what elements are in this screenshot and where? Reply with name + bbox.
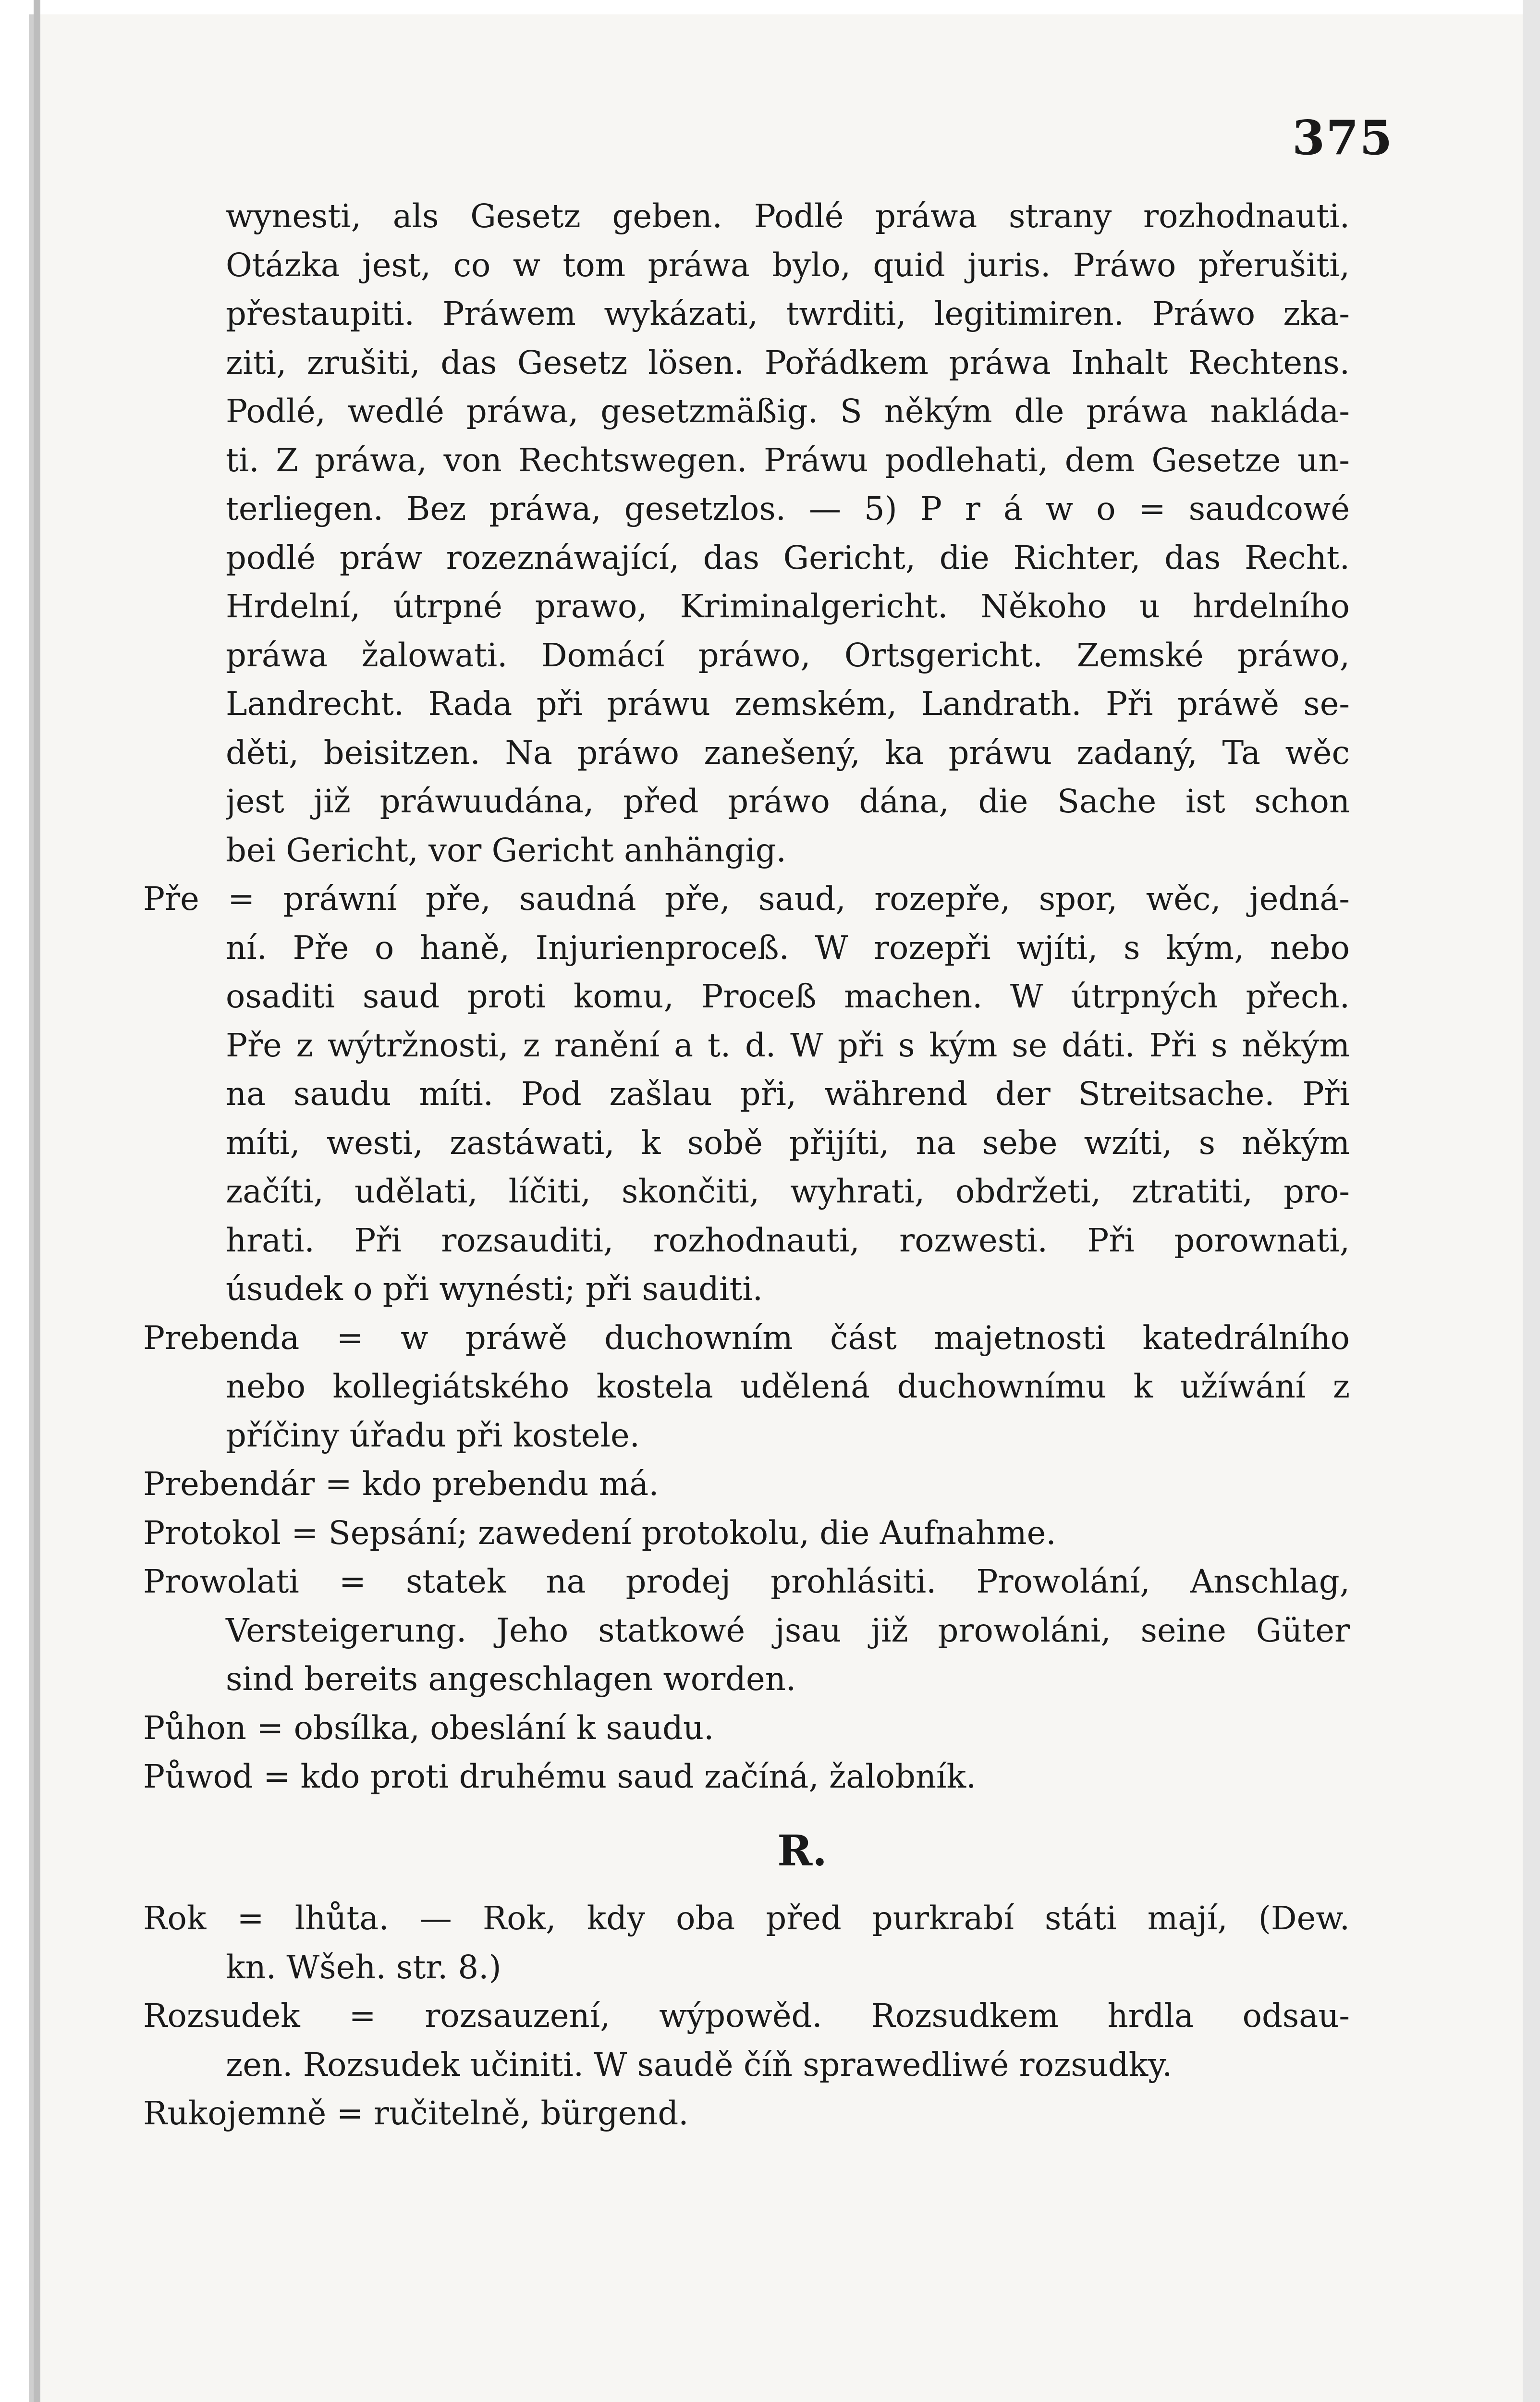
entry-rok: [143, 1894, 1350, 1992]
text-line: začíti, udělati, líčiti, skončiti, wyhrati, obdržeti, ztratiti, pro-: [226, 1173, 1350, 1210]
intro-paragraph: [226, 192, 1350, 875]
entry-prowolati: [143, 1557, 1350, 1704]
page-spine-edge: [34, 0, 40, 2402]
entry-headline: Prebenda = w práwě duchowním část majetnosti katedrálního: [143, 1319, 1350, 1357]
text-line: úsudek o při wynésti; při sauditi.: [226, 1270, 763, 1308]
entry-headline: Rozsudek = rozsauzení, wýpowěd. Rozsudkem hrdla odsau-: [143, 1997, 1350, 2034]
text-line: podlé práw rozeznáwající, das Gericht, die Richter, das Recht.: [226, 539, 1350, 576]
text-line: práwa žalowati. Domácí práwo, Ortsgericht. Zemské práwo,: [226, 636, 1350, 674]
text-line: Podlé, wedlé práwa, gesetzmäßig. S někým dle práwa nakláda-: [226, 392, 1350, 430]
page-right-edge: [1523, 0, 1540, 2402]
text-line: Otázka jest, co w tom práwa bylo, quid juris. Práwo přerušiti,: [226, 246, 1350, 284]
text-line: wynesti, als Gesetz geben. Podlé práwa strany rozhodnauti.: [226, 197, 1350, 235]
text-line: Versteigerung. Jeho statkowé jsau již prowoláni, seine Güter: [226, 1611, 1350, 1649]
entry-prebendar: [143, 1460, 1350, 1509]
section-letter-heading: R.: [777, 1825, 827, 1875]
text-line: Hrdelní, útrpné prawo, Kriminalgericht. Někoho u hrdelního: [226, 588, 1350, 625]
text-line: jest již práwuudána, před práwo dána, die Sache ist schon: [226, 783, 1350, 820]
entry-prebenda: [143, 1314, 1350, 1460]
text-line: ziti, zrušiti, das Gesetz lösen. Pořádkem práwa Inhalt Rechtens.: [226, 343, 1350, 381]
entry-headline: Prebendár = kdo prebendu má.: [143, 1465, 659, 1503]
text-line: terliegen. Bez práwa, gesetzlos. — 5) P r á w o = saudcowé: [226, 490, 1350, 527]
dictionary-text: [143, 192, 1350, 2138]
text-line: děti, beisitzen. Na práwo zanešený, ka práwu zadaný, Ta wěc: [226, 734, 1350, 772]
text-line: hrati. Při rozsauditi, rozhodnauti, rozwesti. Při porownati,: [226, 1221, 1350, 1259]
text-line: kn. Wšeh. str. 8.): [226, 1948, 501, 1986]
text-line: Landrecht. Rada při práwu zemském, Landrath. Při práwě se-: [226, 685, 1350, 723]
text-line: osaditi saud proti komu, Proceß machen. W útrpných přech.: [226, 978, 1350, 1015]
entry-headline: Protokol = Sepsání; zawedení protokolu, die Aufnahme.: [143, 1514, 1056, 1552]
entry-headline: Pře = práwní pře, saudná pře, saud, rozepře, spor, wěc, jedná-: [143, 880, 1350, 918]
text-line: Pře z wýtržnosti, z ranění a t. d. W při s kým se dáti. Při s někým: [226, 1026, 1350, 1064]
text-line: míti, westi, zastáwati, k sobě přijíti, na sebe wzíti, s někým: [226, 1124, 1350, 1162]
text-line: ti. Z práwa, von Rechtswegen. Práwu podlehati, dem Gesetze un-: [226, 441, 1350, 479]
entry-puwod: [143, 1752, 1350, 1802]
text-line: zen. Rozsudek učiniti. W saudě číň sprawedliwé rozsudky.: [226, 2046, 1173, 2083]
entry-headline: Půwod = kdo proti druhému saud začíná, žalobník.: [143, 1758, 977, 1795]
text-line: nebo kollegiátského kostela udělená duchownímu k užíwání z: [226, 1368, 1350, 1405]
page-number: 375: [1292, 110, 1393, 166]
entry-pre: [143, 875, 1350, 1314]
entry-headline: Rukojemně = ručitelně, bürgend.: [143, 2095, 689, 2132]
entry-headline: Rok = lhůta. — Rok, kdy oba před purkrabí státi mají, (Dew.: [143, 1900, 1350, 1937]
text-line: sind bereits angeschlagen worden.: [226, 1660, 796, 1698]
entry-headline: Půhon = obsílka, obeslání k saudu.: [143, 1709, 714, 1747]
text-line: přestaupiti. Práwem wykázati, twrditi, legitimiren. Práwo zka-: [226, 295, 1350, 332]
entry-rozsudek: [143, 1992, 1350, 2089]
text-line: příčiny úřadu při kostele.: [226, 1416, 640, 1454]
text-line: ní. Pře o haně, Injurienproceß. W rozepři wjíti, s kým, nebo: [226, 929, 1350, 967]
entry-headline: Prowolati = statek na prodej prohlásiti. Prowolání, Anschlag,: [143, 1563, 1350, 1600]
text-line: na saudu míti. Pod zašlau při, während der Streitsache. Při: [226, 1075, 1350, 1113]
entry-puhon: [143, 1704, 1350, 1753]
text-line: bei Gericht, vor Gericht anhängig.: [226, 831, 786, 869]
entry-protokol: [143, 1509, 1350, 1558]
entry-rukojemne: [143, 2089, 1350, 2138]
